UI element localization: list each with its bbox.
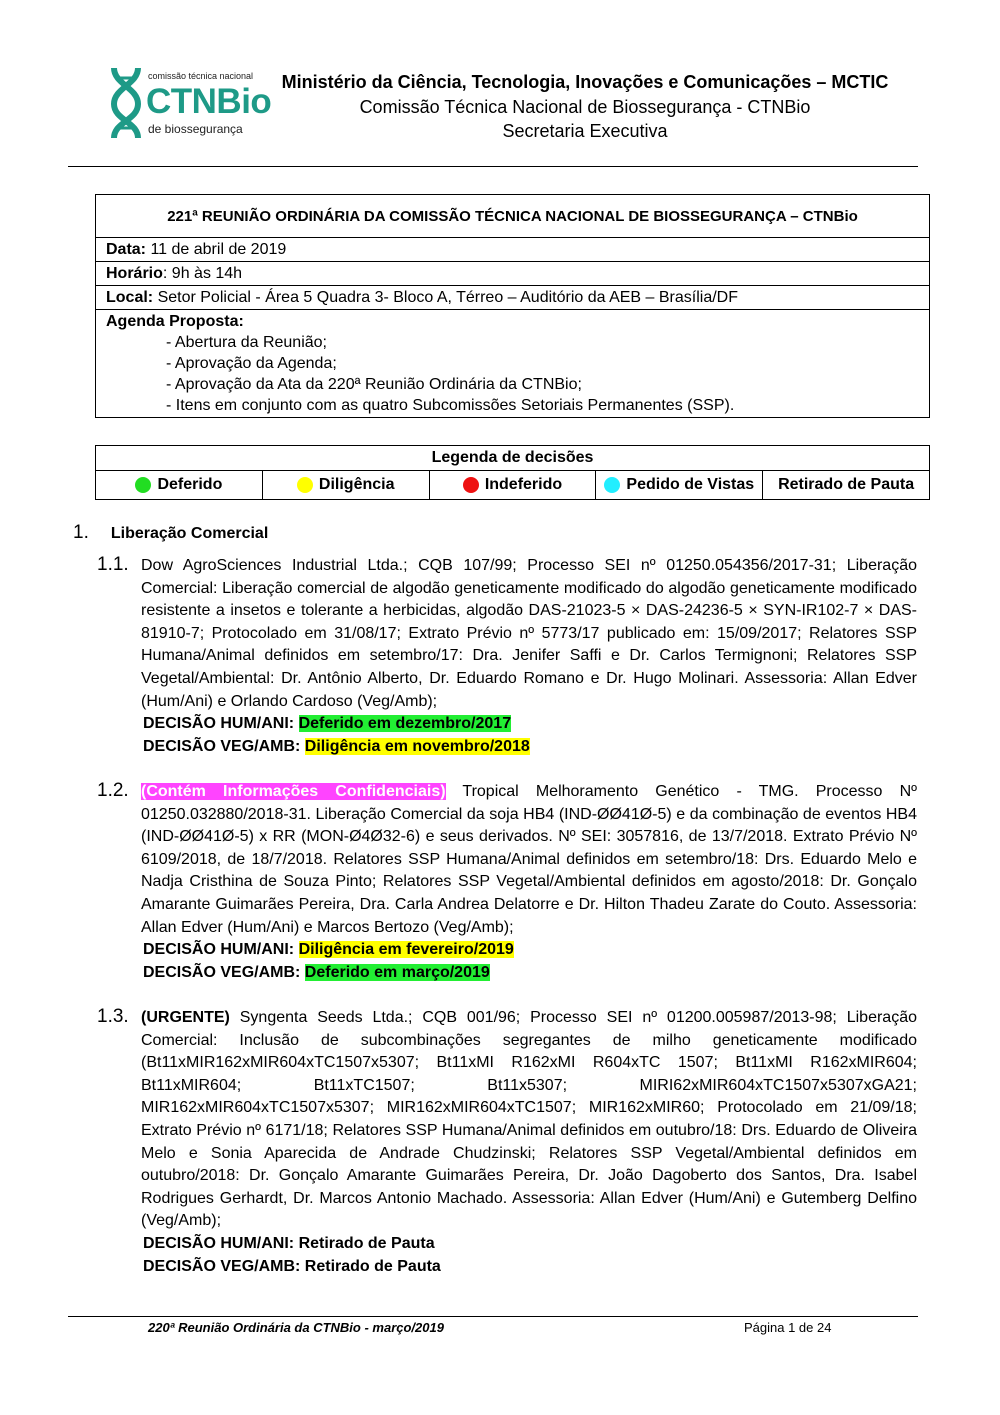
legend-retirado-de-pauta bbox=[762, 471, 929, 499]
agenda-item: - Abertura da Reunião; bbox=[166, 334, 327, 351]
agenda-label: Agenda Proposta: bbox=[106, 313, 244, 330]
decision-label: DECISÃO HUM/ANI: bbox=[143, 715, 295, 733]
footer-page-number: Página 1 de 24 bbox=[744, 1320, 832, 1335]
header-secretariat: Secretaria Executiva bbox=[502, 121, 668, 141]
decision-veg-amb bbox=[97, 962, 917, 985]
entry-number: 1.2. bbox=[97, 780, 129, 801]
green-dot-icon bbox=[135, 477, 151, 493]
meeting-time-row bbox=[96, 261, 929, 285]
section-title: Liberação Comercial bbox=[110, 525, 269, 542]
agenda-item: - Itens em conjunto com as quatro Subcomissões Setoriais Permanentes (SSP). bbox=[166, 397, 735, 414]
entry-body: Tropical Melhoramento Genético - TMG. Processo Nº 01250.032880/2018-31. Liberação Comercial da soja HB4 (IND-ØØ41Ø-5) e da combinação de eventos HB4 (IND-ØØ41Ø-5) x RR (MON-Ø4Ø32-6) e seus derivados. Nº SEI: 3057816, de 13/7/2018. Extrato Prévio Nº 6109/2018, de 18/7/2018. Relatores SSP Humana/Animal definidos em setembro/18: Drs. Eduardo Melo e Nadja Cristhina de Souza Pinto; Relatores SSP Vegetal/Ambiental definidos em agosto/2018: Dr. Gonçalo Amarante Guimarães Pereira, Dra. Carla Andrea Delatorre e Dr. Hilton Thadeu Zarate do Couto. Assessoria: Allan Edver (Hum/Ani) e Marcos Bertozo (Veg/Amb); bbox=[141, 783, 917, 936]
header-ministry: Ministério da Ciência, Tecnologia, Inovações e Comunicações – MCTIC bbox=[281, 72, 889, 92]
entry-text: Dow AgroSciences Industrial Ltda.; CQB 107/99; Processo SEI nº 01250.054356/2017-31; Liberação Comercial: Liberação comercial de algodão geneticamente modificado do algodão geneticamente modificado resistente a insetos e tolerante a herbicidas, algodão DAS-21023-5 × DAS-24236-5 × SYN-IR102-7 × DAS-81910-7; Protocolado em 31/08/17; Extrato Prévio nº 5773/17 publicado em: 15/09/2017; Relatores SSP Humana/Animal definidos em setembro/17: Dra. Jenifer Saffi e Dr. Carlos Termignoni; Relatores SSP Vegetal/Ambiental: Dr. Antônio Alberto, Dr. Eduardo Romano e Dr. Hugo Molinari. Assessoria: Allan Edver (Hum/Ani) e Orlando Cardoso (Veg/Amb); bbox=[141, 557, 917, 710]
decision-value: Diligência em fevereiro/2019 bbox=[298, 941, 514, 959]
yellow-dot-icon bbox=[297, 477, 313, 493]
decision-veg-amb bbox=[97, 736, 917, 759]
decision-veg-amb bbox=[97, 1256, 917, 1279]
decision-hum-ani bbox=[97, 1233, 917, 1256]
agenda-item: - Aprovação da Agenda; bbox=[166, 355, 337, 372]
decision-label: DECISÃO VEG/AMB: bbox=[143, 1257, 301, 1275]
meeting-agenda-row bbox=[96, 309, 929, 417]
decision-label: DECISÃO VEG/AMB: bbox=[143, 963, 301, 981]
decision-hum-ani bbox=[97, 939, 917, 962]
entry-text bbox=[97, 1007, 917, 1233]
header-commission: Comissão Técnica Nacional de Biossegurança - CTNBio bbox=[359, 97, 811, 117]
meeting-info-table bbox=[95, 194, 930, 418]
date-label: Data: bbox=[106, 241, 147, 258]
legend-label: Retirado de Pauta bbox=[778, 476, 915, 493]
agenda-list bbox=[106, 332, 919, 416]
legend-label: Deferido bbox=[157, 476, 223, 493]
decision-value: Retirado de Pauta bbox=[298, 1234, 435, 1252]
meeting-title: 221ª REUNIÃO ORDINÁRIA DA COMISSÃO TÉCNICA NACIONAL DE BIOSSEGURANÇA – CTNBio bbox=[167, 208, 858, 225]
time-label: Horário bbox=[106, 265, 163, 282]
section-number: 1. bbox=[73, 522, 89, 543]
footer-divider bbox=[68, 1316, 918, 1317]
entry-number: 1.3. bbox=[97, 1006, 129, 1027]
agenda-item: - Aprovação da Ata da 220ª Reunião Ordinária da CTNBio; bbox=[166, 376, 582, 393]
logo-bottom-text: de biossegurança bbox=[148, 122, 243, 136]
legend-title: Legenda de decisões bbox=[96, 446, 929, 471]
decision-label: DECISÃO HUM/ANI: bbox=[143, 1234, 295, 1252]
entry-body: Syngenta Seeds Ltda.; CQB 001/96; Processo SEI nº 01200.005987/2013-98; Liberação Comercial: Inclusão de subcombinações segregantes de milho geneticamente modificado (Bt11xMIR162xMIR604xTC1507x5307; Bt11xMI R162xMI R604xTC 1507; Bt11xMI R162xMIR604; Bt11xMIR604; Bt11xTC1507; Bt11x5307; MIRI62xMIR604xTC1507x5307xGA21; MIR162xMIR604xTC1507x5307; MIR162xMIR604xTC1507; MIR162xMIR60; Protocolado em 21/09/18; Extrato Prévio nº 6171/18; Relatores SSP Humana/Animal definidos em outubro/18: Drs. Eduardo de Oliveira Melo e Sonia Aparecida de Andrade Chudzinski; Relatores SSP Vegetal/Ambiental definidos em outubro/2018: Dr. Gonçalo Amarante Guimarães Pereira, Dr. João Dagoberto dos Santos, Dra. Isabel Rodrigues Gerhardt, Dr. Marcos Antonio Machado. Assessoria: Allan Edver (Hum/Ani) e Gutemberg Delfino (Veg/Amb); bbox=[141, 1009, 917, 1230]
confidential-badge: (Contém Informações Confidenciais) bbox=[141, 783, 446, 800]
decision-label: DECISÃO VEG/AMB: bbox=[143, 737, 301, 755]
urgent-tag: (URGENTE) bbox=[141, 1009, 230, 1026]
decision-value: Diligência em novembro/2018 bbox=[304, 737, 530, 755]
legend-pedido-de-vistas bbox=[595, 471, 762, 499]
agenda-entry-1-1 bbox=[97, 555, 917, 758]
legend-label: Indeferido bbox=[484, 476, 563, 493]
entry-text bbox=[97, 781, 917, 939]
legend-diligencia bbox=[262, 471, 429, 499]
dna-helix-icon bbox=[108, 66, 144, 140]
agenda-entry-1-2 bbox=[97, 781, 917, 984]
place-label: Local: bbox=[106, 289, 154, 306]
logo-brand: CTNBio bbox=[146, 82, 272, 121]
header-divider bbox=[68, 166, 918, 167]
red-dot-icon bbox=[463, 477, 479, 493]
logo-top-text: comissão técnica nacional bbox=[148, 71, 254, 81]
legend-deferido bbox=[96, 471, 262, 499]
entry-number: 1.1. bbox=[97, 554, 129, 575]
meeting-date-row bbox=[96, 237, 929, 261]
decision-value: Retirado de Pauta bbox=[304, 1257, 441, 1275]
cyan-dot-icon bbox=[604, 477, 620, 493]
meeting-place-row bbox=[96, 285, 929, 309]
decision-legend bbox=[95, 445, 930, 500]
decision-value: Deferido em dezembro/2017 bbox=[298, 715, 512, 733]
footer-meeting-ref: 220ª Reunião Ordinária da CTNBio - março/2019 bbox=[148, 1320, 444, 1335]
agenda-entry-1-3 bbox=[97, 1007, 917, 1278]
legend-label: Pedido de Vistas bbox=[626, 476, 755, 493]
legend-indeferido bbox=[429, 471, 596, 499]
time-value: : 9h às 14h bbox=[162, 265, 243, 282]
decision-hum-ani bbox=[97, 713, 917, 736]
decision-value: Deferido em março/2019 bbox=[304, 963, 490, 981]
decision-label: DECISÃO HUM/ANI: bbox=[143, 941, 295, 959]
date-value: 11 de abril de 2019 bbox=[146, 241, 287, 258]
place-value: Setor Policial - Área 5 Quadra 3- Bloco A, Térreo – Auditório da AEB – Brasília/DF bbox=[153, 289, 739, 306]
ctnbio-logo bbox=[108, 66, 272, 140]
legend-label: Diligência bbox=[318, 476, 395, 493]
section-heading bbox=[73, 522, 268, 544]
